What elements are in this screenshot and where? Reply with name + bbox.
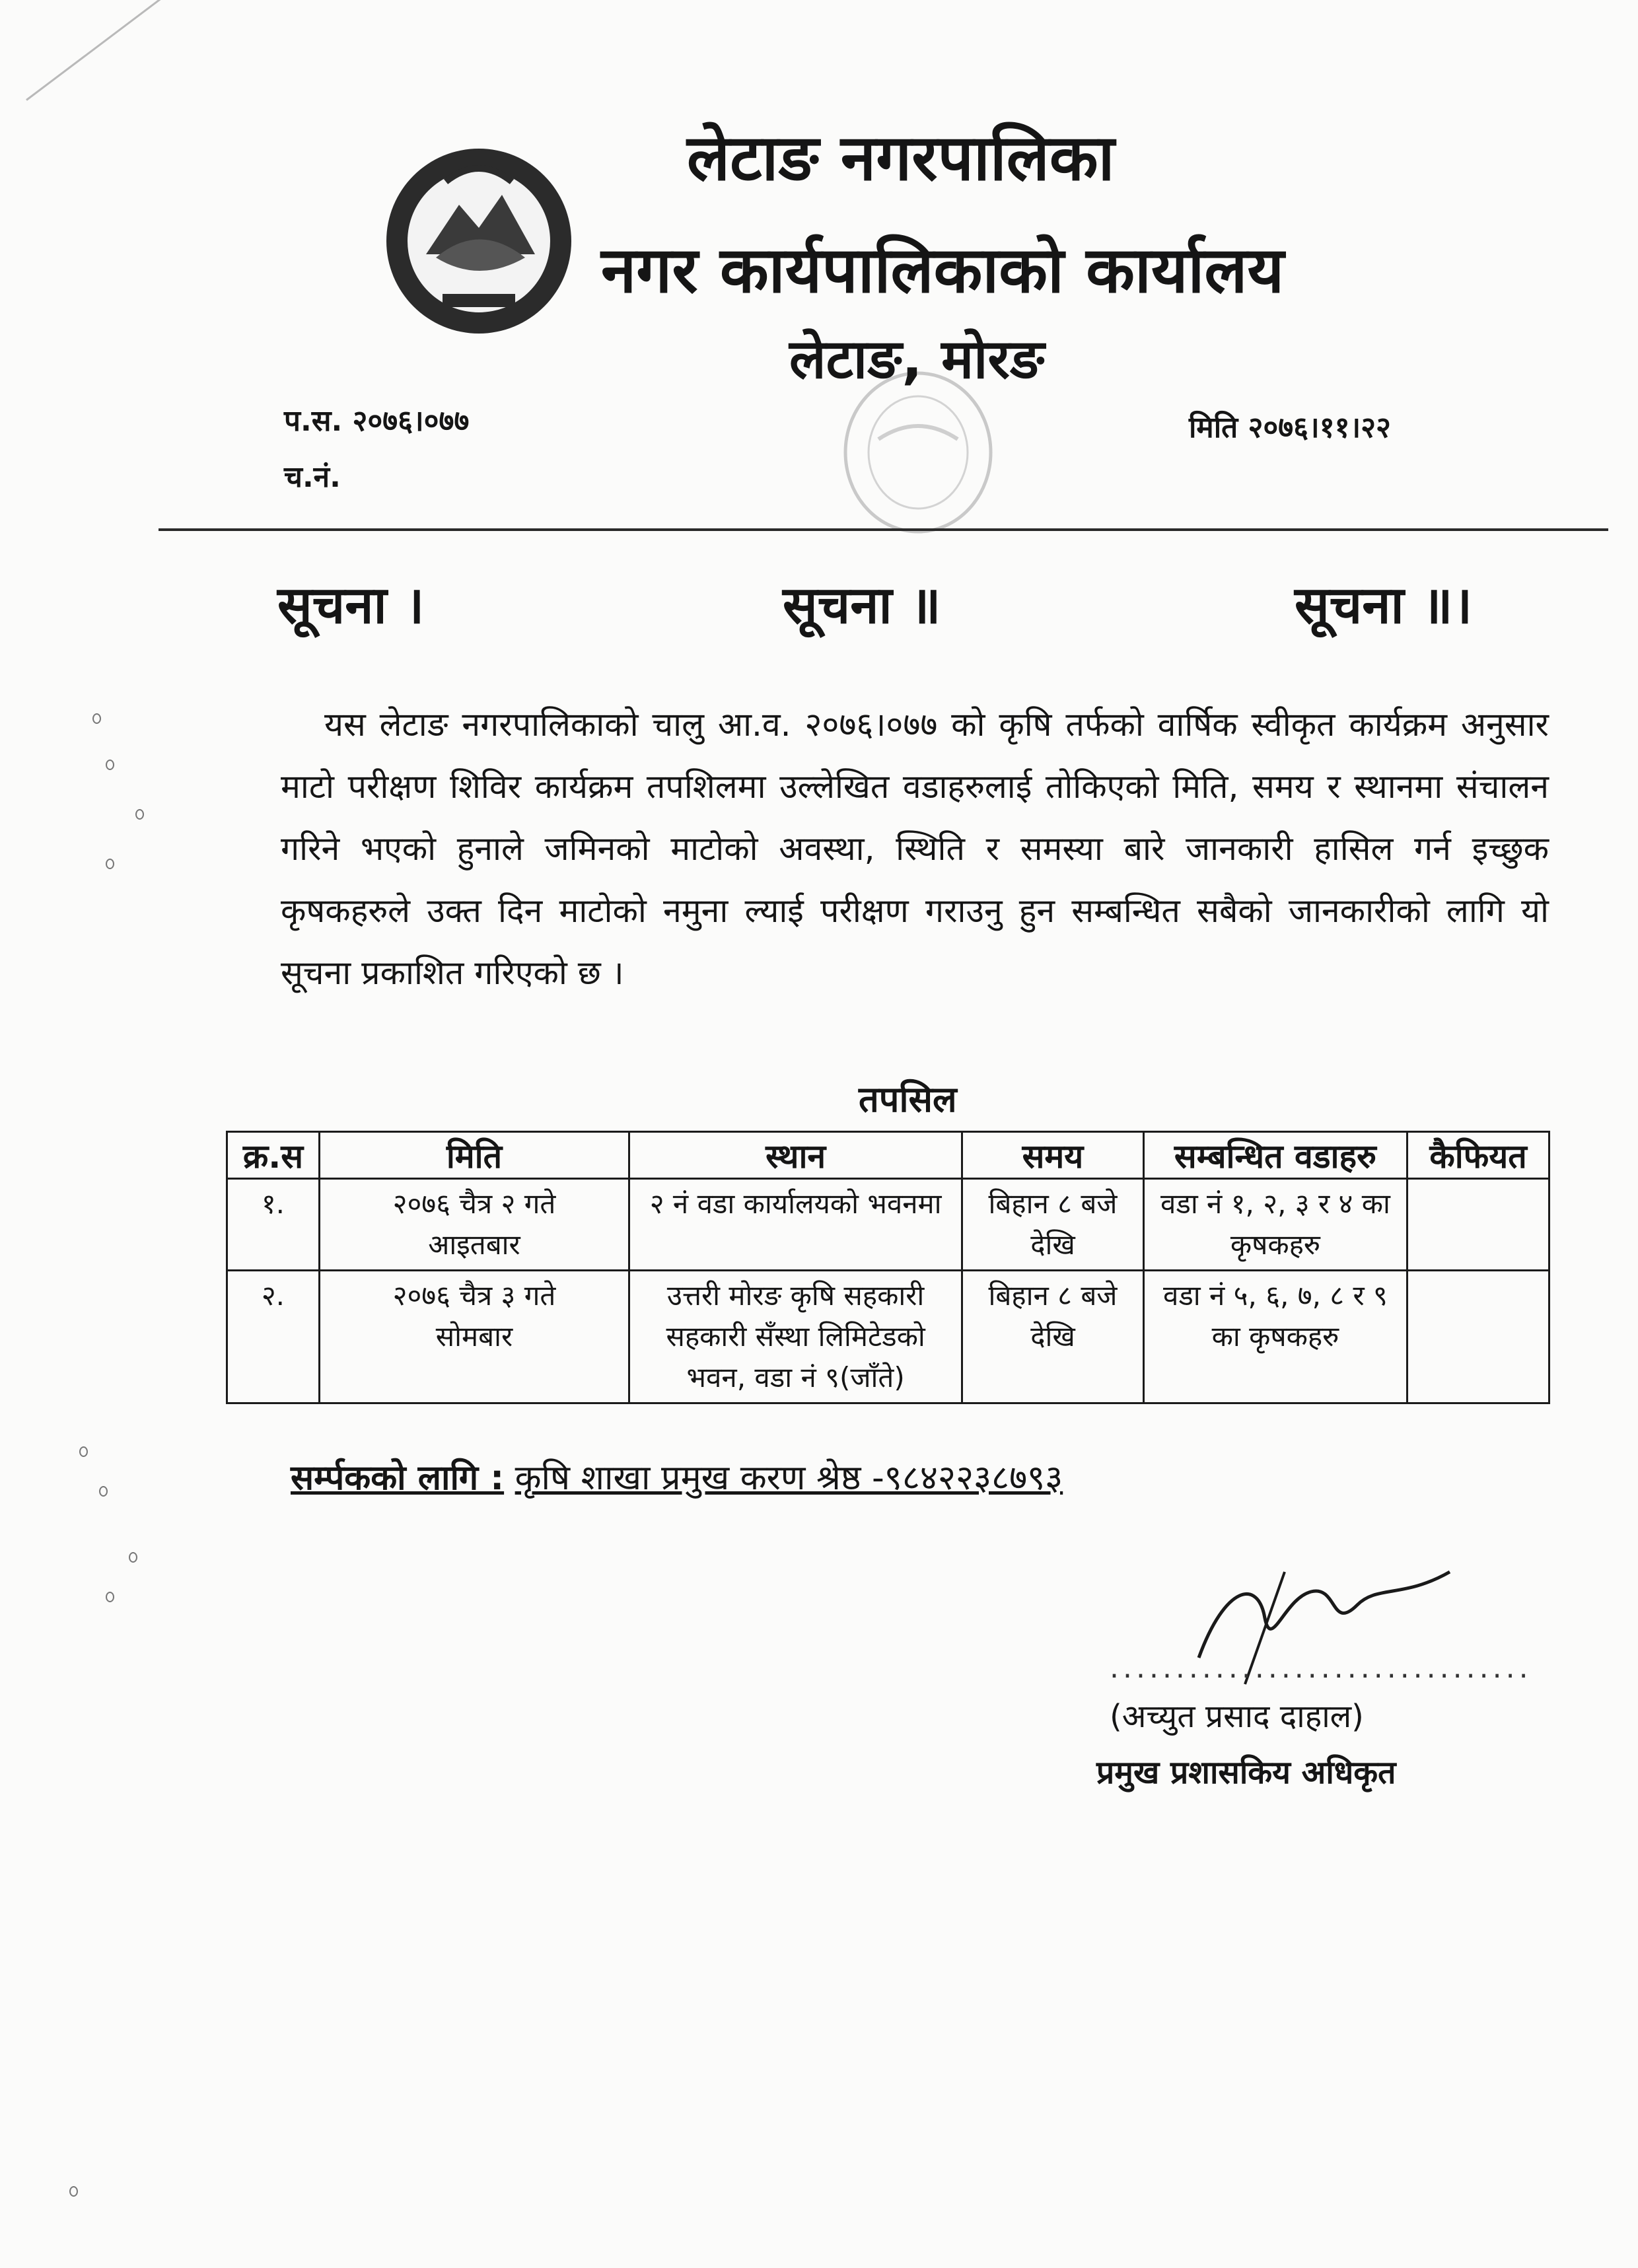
scan-speck <box>129 1552 137 1563</box>
table-row <box>227 1271 1549 1403</box>
wards-cell: वडा नं १, २, ३ र ४ का कृषकहरु <box>1143 1179 1407 1271</box>
signature-line: ................................ <box>1110 1651 1532 1685</box>
serial-cell: १. <box>227 1179 320 1271</box>
remarks-cell <box>1407 1179 1549 1271</box>
notice-heading-3: सूचना ॥। <box>1295 576 1473 635</box>
weekday-line: आइतबार <box>428 1228 520 1261</box>
header-divider <box>159 528 1608 531</box>
column-header: समय <box>962 1132 1144 1179</box>
contact-label: सर्म्पकको लागि : <box>291 1458 505 1498</box>
signatory-title: प्रमुख प्रशासकिय अधिकृत <box>1096 1754 1396 1791</box>
column-header: क्र.स <box>227 1132 320 1179</box>
weekday-line: सोमबार <box>435 1320 513 1353</box>
schedule-title: तपसिल <box>859 1079 957 1120</box>
remarks-cell <box>1407 1271 1549 1403</box>
time-cell: बिहान ८ बजे देखि <box>962 1271 1144 1403</box>
column-header: मिति <box>319 1132 629 1179</box>
column-header: स्थान <box>629 1132 962 1179</box>
place-cell: उत्तरी मोरङ कृषि सहकारी सहकारी सँस्था लिमिटेडको भवन, वडा नं ९(जाँते) <box>629 1271 962 1403</box>
scan-speck <box>106 859 114 869</box>
municipality-name: लेटाङ नगरपालिका <box>687 121 1115 195</box>
column-header: कैफियत <box>1407 1132 1549 1179</box>
contact-value: कृषि शाखा प्रमुख करण श्रेष्ठ -९८४२२३८७९३ <box>515 1458 1063 1498</box>
scan-speck <box>106 760 114 770</box>
dispatch-number: च.नं. <box>284 460 341 494</box>
serial-cell: २. <box>227 1271 320 1403</box>
date-line: २०७६ चैत्र ३ गते <box>392 1279 556 1312</box>
notice-body: यस लेटाङ नगरपालिकाको चालु आ.व. २०७६।०७७ को कृषि तर्फको वार्षिक स्वीकृत कार्यक्रम अनुसार माटो परीक्षण शिविर कार्यक्रम तपशिलमा उल्लेखित वडाहरुलाई तोकिएको मिति, समय र स्थानमा संचालन गरिने भएको हुनाले जमिनको माटोको अवस्था, स्थिति र समस्या बारे जानकारी हासिल गर्न इच्छुक कृषकहरुले उक्त दिन माटोको नमुना ल्याई परीक्षण गराउनु हुन सम्बन्धित सबैको जानकारीको लागि यो सूचना प्रकाशित गरिएको छ । <box>281 705 1549 992</box>
office-location: लेटाङ, मोरङ <box>789 328 1045 391</box>
scan-speck <box>79 1446 88 1457</box>
signatory-name: (अच्युत प्रसाद दाहाल) <box>1110 1698 1364 1735</box>
office-name: नगर कार्यपालिकाको कार्यालय <box>601 233 1285 307</box>
schedule-table <box>226 1131 1550 1404</box>
scan-edge-line <box>26 0 201 101</box>
contact-line <box>291 1453 1063 1500</box>
place-cell: २ नं वडा कार्यालयको भवनमा <box>629 1179 962 1271</box>
scan-speck <box>135 809 144 820</box>
date-cell <box>319 1179 629 1271</box>
date-cell <box>319 1271 629 1403</box>
table-header-row <box>227 1132 1549 1179</box>
notice-heading-1: सूचना । <box>277 576 425 635</box>
scan-speck <box>106 1592 114 1602</box>
nepal-emblem-icon <box>380 142 578 340</box>
scan-speck <box>69 2186 78 2197</box>
notice-heading-2: सूचना ॥ <box>783 576 941 635</box>
time-cell: बिहान ८ बजे देखि <box>962 1179 1144 1271</box>
scan-speck <box>92 713 101 724</box>
wards-cell: वडा नं ५, ६, ७, ८ र ९ का कृषकहरु <box>1143 1271 1407 1403</box>
column-header: सम्बन्धित वडाहरु <box>1143 1132 1407 1179</box>
table-row <box>227 1179 1549 1271</box>
reference-number: प.स. २०७६।०७७ <box>284 404 470 438</box>
scan-speck <box>99 1486 108 1497</box>
letter-date: मिति २०७६।११।२२ <box>1189 411 1391 444</box>
date-line: २०७६ चैत्र २ गते <box>392 1187 556 1220</box>
